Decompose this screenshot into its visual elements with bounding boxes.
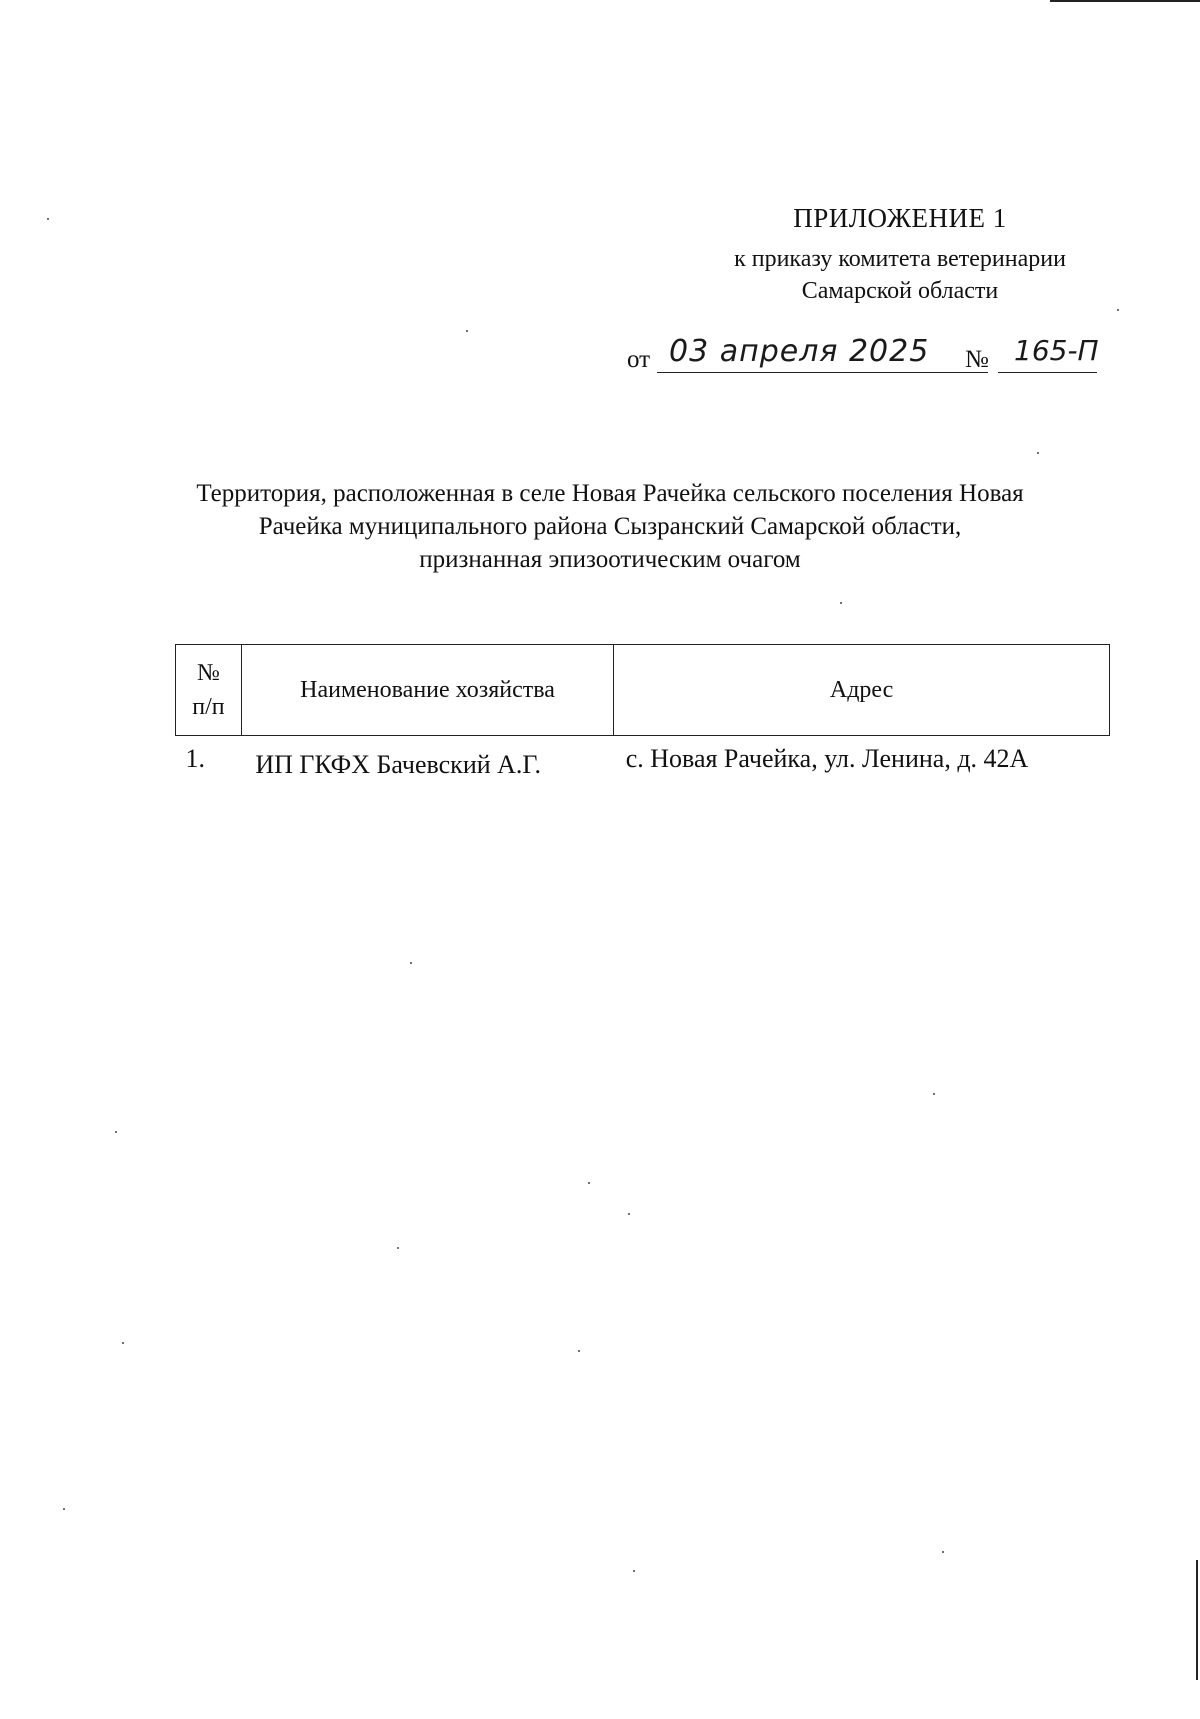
appendix-order-reference: к приказу комитета ветеринарии [734,246,1066,272]
column-header-name: Наименование хозяйства [241,645,613,736]
handwritten-date: 03 апреля 2025 [669,334,930,369]
heading-line-3: признанная эпизоотическим очагом [419,546,801,573]
row-number: 1. [185,744,205,773]
number-sign: № [965,346,989,373]
appendix-region: Самарской области [801,278,999,304]
scan-speck [1117,309,1119,311]
scan-speck [397,1247,399,1249]
row-farm-name: ИП ГКФХ Бачевский А.Г. [255,750,542,779]
scan-speck [588,1182,590,1184]
scan-speck [933,1093,935,1095]
column-header-number-abbr: п/п [192,694,225,720]
scan-speck [47,218,49,220]
scan-speck [122,1342,124,1344]
scan-speck [410,962,412,964]
scan-speck [840,602,842,604]
table-row [176,736,1110,782]
appendix-title: ПРИЛОЖЕНИЕ 1 [793,203,1007,233]
scan-speck [466,330,468,332]
heading-line-2: Рачейка муниципального района Сызранский Самарской области, [258,513,962,540]
registry-table [175,644,1110,781]
scan-speck [578,1350,580,1352]
scan-speck [633,1570,635,1572]
document-heading [130,477,1090,576]
heading-line-1: Территория, расположенная в селе Новая Рачейка сельского поселения Новая [196,480,1024,507]
scan-edge-mark-top [1050,0,1200,2]
order-dateline [627,334,1099,378]
column-header-number-sign: № [196,660,220,686]
registry-table-wrapper [175,644,1110,781]
column-header-address: Адрес [614,645,1110,736]
date-prefix: от [627,346,651,373]
scan-speck [942,1551,944,1553]
scan-edge-mark-right [1196,1560,1198,1680]
column-header-number [176,645,242,736]
table-header-row [176,645,1110,736]
handwritten-number: 165-П [1014,334,1099,367]
scan-speck [628,1213,630,1215]
scan-speck [63,1508,65,1510]
date-field [657,334,988,373]
scan-speck [1037,452,1039,454]
row-address: с. Новая Рачейка, ул. Ленина, д. 42А [625,744,1029,773]
scan-speck [115,1131,117,1133]
number-field [998,334,1099,373]
